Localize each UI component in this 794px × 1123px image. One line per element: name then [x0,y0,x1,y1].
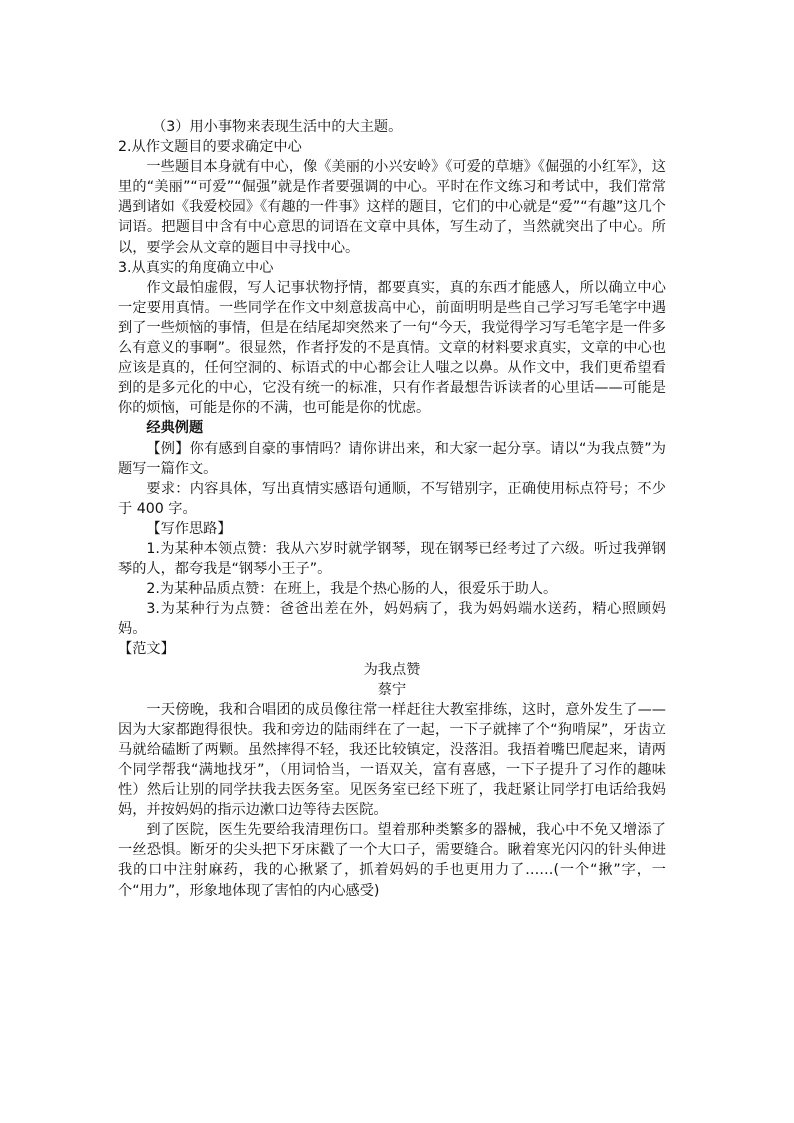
essay-title: 为我点赞 [363,661,421,678]
example-requirement: 要求：内容具体，写出真情实感语句通顺，不写错别字，正确使用标点符号；不少于 400 字。 [118,480,666,517]
example-prompt: 【例】你有感到自豪的事情吗？请你讲出来，和大家一起分享。请以“为我点赞”为题写一篇作文。 [118,440,666,477]
model-essay-heading: 【范文】 [118,641,175,658]
writing-thinking-heading: 【写作思路】 [146,520,232,537]
section-heading-2: 2.从作文题目的要求确定中心 [118,139,302,156]
essay-author: 蔡宁 [377,681,407,698]
thinking-point-1: 1.为某种本领点赞：我从六岁时就学钢琴，现在钢琴已经考过了六级。听过我弹钢琴的人，都夸我是“钢琴小王子”。 [118,540,666,578]
thinking-point-3: 3.为某种行为点赞：爸爸出差在外，妈妈病了，我为妈妈端水送药，精心照顾妈妈。 [118,601,666,638]
paragraph-true-center: 作文最怕虚假，写人记事状物抒情，都要真实，真的东西才能感人，所以确立中心一定要用真情。一些同学在作文中刻意拔高中心，前面明明是些自己学习写毛笔字中遇到了一些烦恼的事情，但是在结尾却突然来了一句“今天，我觉得学习写毛笔字是一件多么有意义的事啊”。很显然，作者抒发的不是真情。文章的材料要求真实，文章的中心也应该是真的，任何空洞的、标语式的中心都会让人嗤之以鼻。从作文中，我们更希望看到的是多元化的中心，它没有统一的标准，只有作者最想告诉读者的心里话——可能是你的烦恼，可能是你的不满，也可能是你的忧虑。 [118,279,666,417]
thinking-point-2: 2.为某种品质点赞：在班上，我是个热心肠的人，很爱乐于助人。 [146,581,558,598]
classic-examples-heading: 经典例题 [146,420,204,437]
essay-paragraph-2: 到了医院，医生先要给我清理伤口。望着那种类繁多的器械，我心中不免又增添了一丝恐惧。断牙的尖头把下牙床戳了一个大口子，需要缝合。瞅着寒光闪闪的针头伸进我的口中注射麻药，我的心揪紧了，抓着妈妈的手也更用力了……(一个“揪”字，一个“用力”，形象地体现了害怕的内心感受) [118,822,666,899]
paragraph-title-center: 一些题目本身就有中心，像《美丽的小兴安岭》《可爱的草塘》《倔强的小红军》，这里的“美丽”“可爱”“倔强”就是作者要强调的中心。平时在作文练习和考试中，我们常常遇到诸如《我爱校园》《有趣的一件事》这样的题目，它们的中心就是“爱”“有趣”这几个词语。把题目中含有中心意思的词语在文章中具体，写生动了，当然就突出了中心。所以，要学会从文章的题目中寻找中心。 [118,159,666,256]
essay-paragraph-1: 一天傍晚，我和合唱团的成员像往常一样赶往大教室排练，这时，意外发生了——因为大家都跑得很快。我和旁边的陆雨绊在了一起，一下子就摔了个“狗啃屎”，牙齿立马就给磕断了两颗。虽然摔得不轻，我还比较镇定，没落泪。我捂着嘴巴爬起来，请两个同学帮我“满地找牙”，（用词恰当，一语双关，富有喜感，一下子提升了习作的趣味性）然后让别的同学扶我去医务室。见医务室已经下班了，我赶紧让同学打电话给我妈妈，并按妈妈的指示边漱口边等待去医院。 [118,701,666,819]
paragraph-point-3: （3）用小事物来表现生活中的大主题。 [152,119,403,135]
document-page [118,117,666,901]
section-heading-3: 3.从真实的角度确立中心 [118,259,274,276]
